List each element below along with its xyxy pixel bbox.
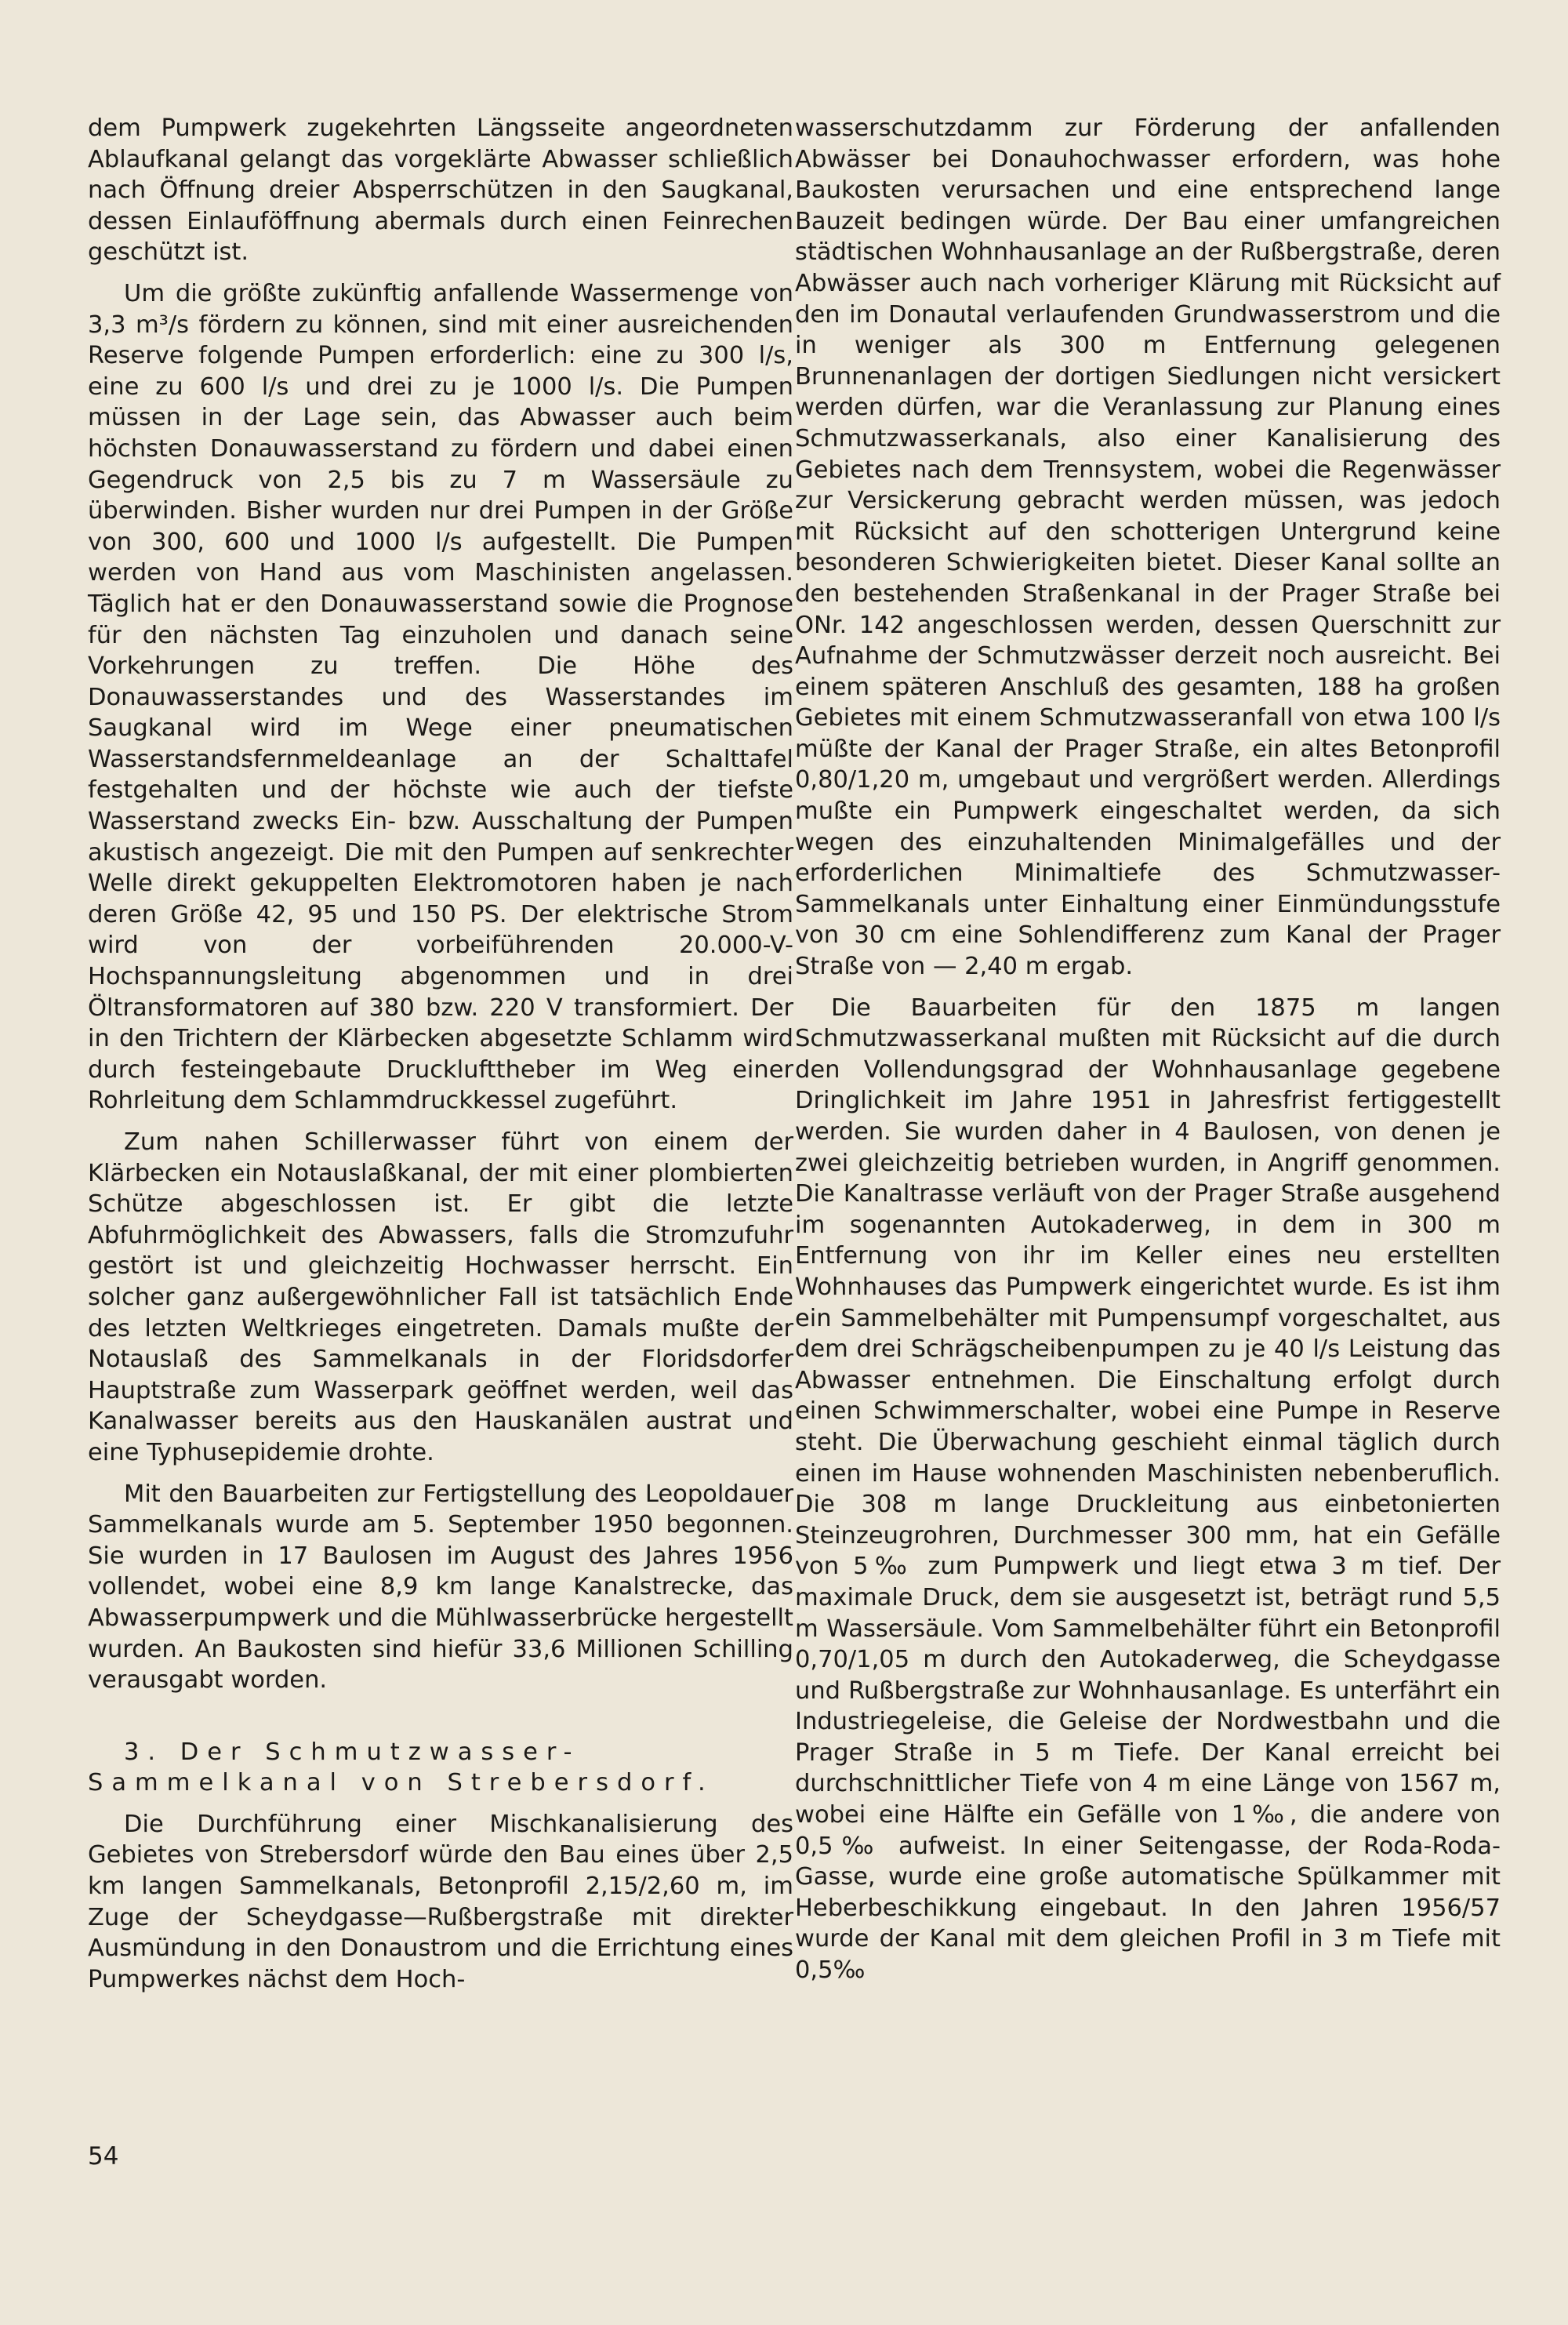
paragraph: Die Durchführung einer Mischkanalisierung des Gebietes von Strebersdorf würde den Bau eines über 2,5 km langen Sammelkanals, Betonprofil 2,15/2,60 m, im Zuge der Scheydgasse—Rußbergstraße mit direkter Ausmündung in den Donaustrom und die Errichtung eines Pumpwerkes nächst dem Hoch- bbox=[88, 1810, 793, 1993]
paragraph: Zum nahen Schillerwasser führt von einem der Klärbecken ein Notauslaßkanal, der mit einer plombierten Schütze abgeschlossen ist. Er gibt die letzte Abfuhrmöglichkeit des Abwassers, falls die Stromzufuhr gestört ist und gleichzeitig Hochwasser herrscht. Ein solcher ganz außergewöhnlicher Fall ist tatsächlich Ende des letzten Weltkrieges eingetreten. Damals mußte der Notauslaß des Sammelkanals in der Floridsdorfer Hauptstraße zum Wasserpark geöffnet werden, weil das Kanalwasser bereits aus den Hauskanälen austrat und eine Typhusepidemie drohte. bbox=[88, 1128, 793, 1466]
paragraph: dem Pumpwerk zugekehrten Längsseite angeordneten Ablaufkanal gelangt das vorgeklärte Abwasser schließlich nach Öffnung dreier Absperrschützen in den Saugkanal, dessen Einlauföffnung abermals durch einen Feinrechen geschützt ist. bbox=[88, 114, 793, 267]
left-column bbox=[88, 113, 793, 2005]
section-heading: 3. Der Schmutzwasser-Sammelkanal von Strebersdorf. bbox=[88, 1738, 714, 1797]
page-number: 54 bbox=[88, 2142, 119, 2171]
paragraph: Mit den Bauarbeiten zur Fertigstellung des Leopoldauer Sammelkanals wurde am 5. September 1950 begonnen. Sie wurden in 17 Baulosen im August des Jahres 1956 vollendet, wobei eine 8,9 km lange Kanalstrecke, das Abwasserpumpwerk und die Mühlwasserbrücke hergestellt wurden. An Baukosten sind hiefür 33,6 Millionen Schilling verausgabt worden. bbox=[88, 1480, 793, 1695]
paragraph: wasserschutzdamm zur Förderung der anfallenden Abwässer bei Donauhochwasser erfordern, was hohe Baukosten verursachen und eine entsprechend lange Bauzeit bedingen würde. Der Bau einer umfangreichen städtischen Wohnhausanlage an der Rußbergstraße, deren Abwässer auch nach vorheriger Klärung mit Rücksicht auf den im Donautal verlaufenden Grundwasserstrom und die in weniger als 300 m Entfernung gelegenen Brunnenanlagen der dortigen Siedlungen nicht versickert werden dürfen, war die Veranlassung zur Planung eines Schmutzwasserkanals, also einer Kanalisierung des Gebietes nach dem Trennsystem, wobei die Regenwässer zur Versickerung gebracht werden müssen, was jedoch mit Rücksicht auf den schotterigen Untergrund keine besonderen Schwierigkeiten bietet. Dieser Kanal sollte an den bestehenden Straßenkanal in der Prager Straße bei ONr. 142 angeschlossen werden, dessen Querschnitt zur Aufnahme der Schmutzwässer derzeit noch ausreicht. Bei einem späteren Anschluß des gesamten, 188 ha großen Gebietes mit einem Schmutzwasseranfall von etwa 100 l/s müßte der Kanal der Prager Straße, ein altes Betonprofil 0,80/1,20 m, umgebaut und vergrößert werden. Allerdings mußte ein Pumpwerk eingeschaltet werden, da sich wegen des einzuhaltenden Minimalgefälles und der erforderlichen Minimaltiefe des Schmutzwasser-Sammelkanals unter Einhaltung einer Einmündungsstufe von 30 cm eine Sohlendifferenz zum Kanal der Prager Straße von — 2,40 m ergab. bbox=[795, 114, 1501, 981]
paragraph: Die Bauarbeiten für den 1875 m langen Schmutzwasserkanal mußten mit Rücksicht auf die durch den Vollendungsgrad der Wohnhausanlage gegebene Dringlichkeit im Jahre 1951 in Jahresfrist fertiggestellt werden. Sie wurden daher in 4 Baulosen, von denen je zwei gleichzeitig betrieben wurden, in Angriff genommen. Die Kanaltrasse verläuft von der Prager Straße ausgehend im sogenannten Autokaderweg, in dem in 300 m Entfernung von ihr im Keller eines neu erstellten Wohnhauses das Pumpwerk eingerichtet wurde. Es ist ihm ein Sammelbehälter mit Pumpensumpf vorgeschaltet, aus dem drei Schrägscheibenpumpen zu je 40 l/s Leistung das Abwasser entnehmen. Die Einschaltung erfolgt durch einen Schwimmerschalter, wobei eine Pumpe in Reserve steht. Die Überwachung geschieht einmal täglich durch einen im Hause wohnenden Maschinisten nebenberuflich. Die 308 m lange Druckleitung aus einbetonierten Steinzeugrohren, Durchmesser 300 mm, hat ein Gefälle von 5‰ zum Pumpwerk und liegt etwa 3 m tief. Der maximale Druck, dem sie ausgesetzt ist, beträgt rund 5,5 m Wassersäule. Vom Sammelbehälter führt ein Betonprofil 0,70/1,05 m durch den Autokaderweg, die Scheydgasse und Rußbergstraße zur Wohnhausanlage. Es unterfährt ein Industriegeleise, die Geleise der Nordwestbahn und die Prager Straße in 5 m Tiefe. Der Kanal erreicht bei durchschnittlicher Tiefe von 4 m eine Länge von 1567 m, wobei eine Hälfte ein Gefälle von 1‰, die andere von 0,5‰ aufweist. In einer Seitengasse, der Roda-Roda-Gasse, wurde eine große automatische Spülkammer mit Heberbeschikkung eingebaut. In den Jahren 1956/57 wurde der Kanal mit dem gleichen Profil in 3 m Tiefe mit 0,5‰ bbox=[795, 994, 1501, 1985]
paragraph: Um die größte zukünftig anfallende Wassermenge von 3,3 m³/s fördern zu können, sind mit einer ausreichenden Reserve folgende Pumpen erforderlich: eine zu 300 l/s, eine zu 600 l/s und drei zu je 1000 l/s. Die Pumpen müssen in der Lage sein, das Abwasser auch beim höchsten Donauwasserstand zu fördern und dabei einen Gegendruck von 2,5 bis zu 7 m Wassersäule zu überwinden. Bisher wurden nur drei Pumpen in der Größe von 300, 600 und 1000 l/s aufgestellt. Die Pumpen werden von Hand aus vom Maschinisten angelassen. Täglich hat er den Donauwasserstand sowie die Prognose für den nächsten Tag einzuholen und danach seine Vorkehrungen zu treffen. Die Höhe des Donauwasserstandes und des Wasserstandes im Saugkanal wird im Wege einer pneumatischen Wasserstandsfernmeldeanlage an der Schalttafel festgehalten und der höchste wie auch der tiefste Wasserstand zwecks Ein- bzw. Ausschaltung der Pumpen akustisch angezeigt. Die mit den Pumpen auf senkrechter Welle direkt gekuppelten Elektromotoren haben je nach deren Größe 42, 95 und 150 PS. Der elektrische Strom wird von der vorbeiführenden 20.000-V-Hochspannungsleitung abgenommen und in drei Öltransformatoren auf 380 bzw. 220 V transformiert. Der in den Trichtern der Klärbecken abgesetzte Schlamm wird durch festeingebaute Drucklufttheber im Weg einer Rohrleitung dem Schlammdruckkessel zugeführt. bbox=[88, 279, 793, 1115]
right-column bbox=[795, 113, 1501, 1996]
